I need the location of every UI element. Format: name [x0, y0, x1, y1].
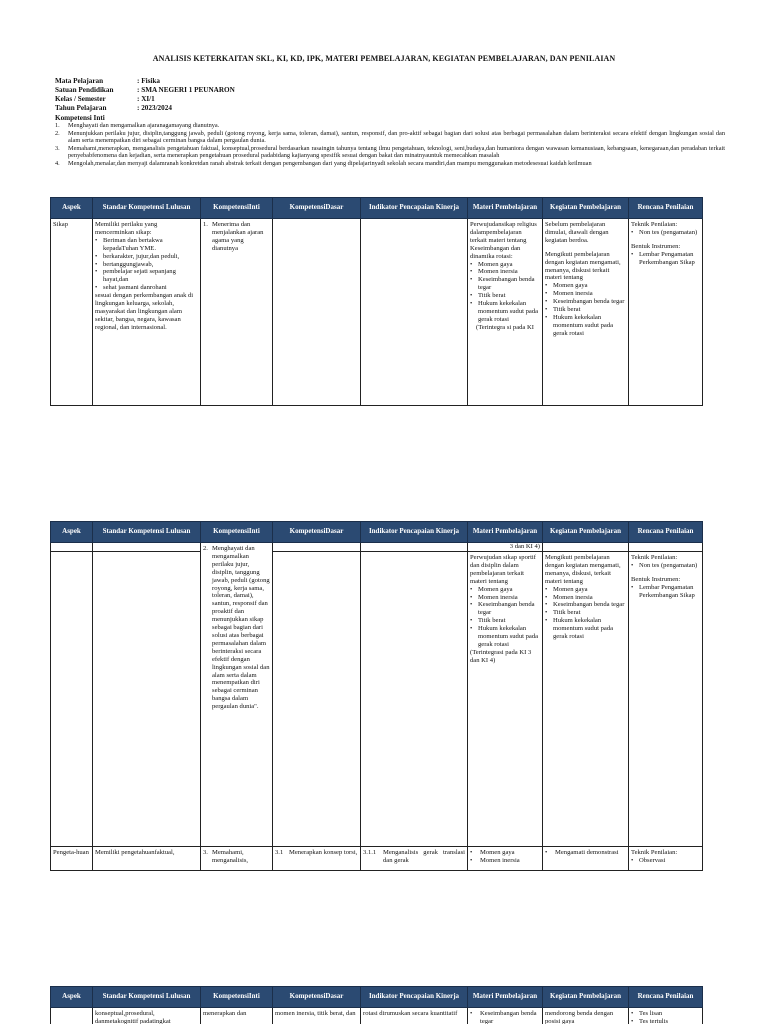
- header-kd: KompetensiDasar: [273, 987, 361, 1008]
- list-item: • Momen inersia: [470, 594, 540, 602]
- list-item: • Momen inersia: [470, 857, 540, 865]
- cell-aspek: Pengeta-huan: [51, 847, 93, 871]
- list-item: • Titik berat: [470, 292, 540, 300]
- bentuk-label: Bentuk Instrumen:: [631, 575, 681, 583]
- identity-value: : Fisika: [137, 77, 160, 85]
- cell-penilaian: [629, 1008, 703, 1024]
- materi-list: [470, 1010, 540, 1024]
- identity-label: Tahun Pelajaran: [55, 104, 107, 112]
- bentuk-list: [631, 584, 700, 600]
- list-item: • Titik berat: [545, 609, 626, 617]
- header-ipk: Indikator Pencapaian Kinerja: [361, 987, 468, 1008]
- ki-number: 3.: [55, 144, 60, 152]
- list-item: • Keseimbangan benda tegar: [470, 1010, 540, 1024]
- list-item: • sehat jasmani danrohani: [95, 284, 198, 292]
- kd-text: Menerapkan konsep torsi,: [289, 849, 358, 856]
- ki-item: [55, 130, 725, 145]
- ki-text: Memahami,menerapkan, menganalisis pengetahuan faktual, konseptual,prosedural berdasarkan rasaingin tahunya tentang ilmu pengetahuan, teknologi, seni,budaya,dan humaniora dengan wawasan kemanusiaan, kebangsaan, kenegaraan,dan peradaban terkait penyebabfenomena dan kejadian, serta menerapkan pengetahuan prosedural padabidang kajianyang spesifik sesuai dengan bakat dan minatnyauntuk memecahkan masalah: [68, 144, 725, 160]
- ki-text: Menunjukkan perilaku jujur, disiplin,tanggung jawab, peduli (gotong royong, kerja sama, toleran, damai), santun, responsif, dan pro-aktif sebagai bagian dari solusi atas berbagai permasalahan dalam berinteraksi secara efektif dengan lingkungan sosial dan alam serta menempatkan diri sebagai cerminan bangsa dalam pergaulan dunia.: [68, 129, 725, 145]
- list-item: • Momen inersia: [470, 268, 540, 276]
- header-kd: KompetensiDasar: [273, 198, 361, 219]
- cell-penilaian: [629, 219, 703, 406]
- identity-value: : XI/1: [137, 95, 155, 103]
- cell-skl: Memiliki pengetahuanfaktual,: [93, 847, 201, 871]
- teknik-label: Teknik Penilaian:: [631, 849, 678, 856]
- ki-item: [55, 145, 725, 160]
- list-item: • Momen gaya: [470, 261, 540, 269]
- cell-ipk: [361, 552, 468, 847]
- list-item: • Titik berat: [545, 306, 626, 314]
- list-item: • Non tes (pengamatan): [631, 562, 700, 570]
- table-header-row: [51, 198, 703, 219]
- cell-aspek: [51, 1008, 93, 1024]
- list-item: • Observasi: [631, 857, 700, 865]
- teknik-list: [631, 857, 700, 865]
- header-materi: Materi Pembelajaran: [468, 522, 543, 543]
- list-item: • Momen gaya: [470, 586, 540, 594]
- header-skl: Standar Kompetensi Lulusan: [93, 987, 201, 1008]
- table-row: [51, 552, 703, 847]
- list-item: • Keseimbangan benda tegar: [470, 276, 540, 292]
- header-aspek: Aspek: [51, 198, 93, 219]
- cell-ki: menerapkan dan: [201, 1008, 273, 1024]
- ki-text: Menerima dan menjalankan ajaran agama yang dianutnya: [212, 221, 264, 252]
- header-aspek: Aspek: [51, 522, 93, 543]
- teknik-label: Teknik Penilaian:: [631, 554, 678, 561]
- ki-text: Mengolah,menalar,dan menyaji dalamranah konkretdan ranah abstrak terkait dengan pengembangan dari yang dipelajarinyadi sekolah secara mandiri,dan mampu menggunakan metodesesuai kaidah keilmuan: [68, 159, 592, 167]
- kegiatan-list: [545, 586, 626, 641]
- list-item: • Hukum kekekalan momentum sudut pada gerak rotasi: [470, 625, 540, 649]
- header-kd: KompetensiDasar: [273, 522, 361, 543]
- cell-ki: [201, 543, 273, 847]
- cell-materi: [468, 219, 543, 406]
- identity-label: Satuan Pendidikan: [55, 86, 114, 94]
- ki-list: [55, 122, 725, 167]
- header-kegiatan: Kegiatan Pembelajaran: [543, 522, 629, 543]
- materi-intro: Perwujudansikap religius dalampembelajaran terkait materi tentang Keseimbangan dan dinamika rotasi:: [470, 221, 537, 260]
- materi-list: [470, 261, 540, 324]
- header-ipk: Indikator Pencapaian Kinerja: [361, 522, 468, 543]
- analysis-table-1: [50, 197, 703, 406]
- cell-aspek: [51, 552, 93, 847]
- header-kegiatan: Kegiatan Pembelajaran: [543, 987, 629, 1008]
- cell-materi: [468, 552, 543, 847]
- header-ipk: Indikator Pencapaian Kinerja: [361, 198, 468, 219]
- cell-kegiatan: [543, 543, 629, 552]
- header-ki: KompetensiInti: [201, 522, 273, 543]
- materi-list: [470, 586, 540, 649]
- cell-kegiatan: mendorong benda dengan posisi gaya: [543, 1008, 629, 1024]
- list-item: • Mengamati demonstrasi: [545, 849, 626, 857]
- materi-intro: Perwujudan sikap sportif dan disiplin dalam pembelajaran terkait materi tentang: [470, 554, 536, 585]
- list-item: • berkarakter, jujur,dan peduli,: [95, 253, 198, 261]
- list-item: • Titik berat: [470, 617, 540, 625]
- list-item: • Tes tertulis: [631, 1018, 700, 1024]
- cell-ipk: rotasi dirumuskan secara kuantitatif: [361, 1008, 468, 1024]
- cell-kegiatan: [543, 847, 629, 871]
- list-item: • Momen gaya: [470, 849, 540, 857]
- list-item: • Hukum kekekalan momentum sudut pada gerak rotasi: [545, 617, 626, 641]
- kd-number: 3.1: [275, 849, 284, 856]
- table-row: [51, 543, 703, 552]
- list-item: • pembelajar sejati sepanjang hayat,dan: [95, 268, 198, 284]
- kegiatan-intro: Sebelum pembelajaran dimulai, diawali dengan kegiatan berdoa.: [545, 221, 609, 244]
- list-item: • Momen gaya: [545, 282, 626, 290]
- cell-kd: momen inersia, titik berat, dan: [273, 1008, 361, 1024]
- list-item: • Beriman dan bertakwa kepadaTuhan YME.: [95, 237, 198, 253]
- cell-ipk: [361, 219, 468, 406]
- cell-ki: [201, 219, 273, 406]
- document-title: ANALISIS KETERKAITAN SKL, KI, KD, IPK, MATERI PEMBELAJARAN, KEGIATAN PEMBELAJARAN, DAN PENILAIAN: [152, 54, 616, 63]
- table-row: [51, 219, 703, 406]
- cell-skl: [93, 552, 201, 847]
- header-materi: Materi Pembelajaran: [468, 198, 543, 219]
- cell-aspek: [51, 543, 93, 552]
- header-skl: Standar Kompetensi Lulusan: [93, 522, 201, 543]
- list-item: • Lembar Pengamatan Perkembangan Sikap: [631, 251, 700, 267]
- ki-text: Memahami, menganalisis,: [212, 849, 249, 864]
- ki-item: [55, 160, 725, 167]
- list-item: • Tes lisan: [631, 1010, 700, 1018]
- bentuk-list: [631, 251, 700, 267]
- cell-ki: [201, 847, 273, 871]
- identity-row: [55, 77, 725, 86]
- cell-kegiatan: [543, 552, 629, 847]
- header-ki: KompetensiInti: [201, 198, 273, 219]
- list-item: • Lembar Pengamatan Perkembangan Sikap: [631, 584, 700, 600]
- cell-kegiatan: [543, 219, 629, 406]
- teknik-list: [631, 229, 700, 237]
- cell-penilaian: [629, 552, 703, 847]
- cell-skl: [93, 219, 201, 406]
- identity-value: : SMA NEGERI 1 PEUNARON: [137, 86, 235, 94]
- ki-number: 2.: [55, 129, 60, 137]
- analysis-table-2: [50, 521, 703, 871]
- materi-tail: (Terintegrasi pada KI 3 dan KI 4): [470, 648, 532, 664]
- header-skl: Standar Kompetensi Lulusan: [93, 198, 201, 219]
- table-header-row: [51, 522, 703, 543]
- header-aspek: Aspek: [51, 987, 93, 1008]
- cell-kd: [273, 847, 361, 871]
- ipk-text: Menganalisis gerak translasi dan gerak: [383, 849, 465, 864]
- list-item: • Hukum kekekalan momentum sudut pada gerak rotasi: [545, 314, 626, 338]
- ki-text: Menghayati dan mengamalkan ajaranagamayang dianutnya.: [68, 122, 220, 130]
- table-row: [51, 1008, 703, 1024]
- header-kegiatan: Kegiatan Pembelajaran: [543, 198, 629, 219]
- header-penilaian: Rencana Penilaian: [629, 522, 703, 543]
- kegiatan-intro-2: Mengikuti pembelajaran dengan kegiatan mengamati, menanya, diskusi terkait materi tentang: [545, 250, 621, 282]
- kegiatan-intro: Mengikuti pembelajaran dengan kegiatan mengamati, menanya, diskusi, terkait materi tentang: [545, 554, 621, 585]
- identity-label: Mata Pelajaran: [55, 77, 104, 85]
- list-item: • Momen inersia: [545, 290, 626, 298]
- skl-list: [95, 237, 198, 292]
- table-row: [51, 847, 703, 871]
- ki-item: [55, 122, 725, 129]
- list-item: • Keseimbangan benda tegar: [545, 298, 626, 306]
- analysis-table-3: [50, 986, 703, 1024]
- identity-block: [55, 77, 725, 167]
- ki-number: 3.: [203, 849, 208, 856]
- identity-value: : 2023/2024: [137, 104, 172, 112]
- ki-number: 2.: [203, 545, 208, 552]
- cell-ipk: [361, 543, 468, 552]
- ki-number: 4.: [55, 159, 60, 167]
- cell-penilaian: [629, 543, 703, 552]
- penilaian-list: [631, 1010, 700, 1024]
- materi-carry: 3 dan KI 4): [468, 543, 543, 552]
- list-item: • Momen gaya: [545, 586, 626, 594]
- cell-skl: konseptual,prosedural, danmetakognitif padatingkat: [93, 1008, 201, 1024]
- identity-row: [55, 86, 725, 95]
- ki-text: Menghayati dan mengamalkan perilaku jujur, disiplin, tanggung jawab, peduli (gotong royong, kerja sama, toleran, damai), santun, responsif dan proaktif dan menunjukkan sikap sebagai bagian dari solusi atas berbagai permasalahan dalam berinteraksi secara efektif dengan lingkungan sosial dan alam serta dalam menempatkan diri sebagai cerminan bangsa dalam pergaulan dunia".: [212, 545, 270, 711]
- list-item: • Momen inersia: [545, 594, 626, 602]
- header-ki: KompetensiInti: [201, 987, 273, 1008]
- cell-ipk: [361, 847, 468, 871]
- list-item: • Non tes (pengamatan): [631, 229, 700, 237]
- ki-number: 1.: [55, 122, 60, 130]
- bentuk-label: Bentuk Instrumen:: [631, 242, 681, 250]
- list-item: • Keseimbangan benda tegar: [470, 601, 540, 617]
- list-item: • Keseimbangan benda tegar: [545, 601, 626, 609]
- ki-heading: Kompetensi Inti: [55, 114, 105, 122]
- header-materi: Materi Pembelajaran: [468, 987, 543, 1008]
- materi-tail: (Terintegra si pada KI: [476, 323, 534, 331]
- table-header-row: [51, 987, 703, 1008]
- identity-label: Kelas / Semester: [55, 95, 106, 103]
- teknik-label: Teknik Penilaian:: [631, 221, 678, 228]
- ki-number: 1.: [203, 221, 208, 228]
- skl-intro: Memiliki perilaku yang mencerminkan sikap:: [95, 221, 158, 236]
- cell-materi: [468, 847, 543, 871]
- list-item: • Hukum kekekalan momentum sudut pada gerak rotasi: [470, 300, 540, 324]
- identity-row: [55, 104, 725, 113]
- materi-list: [470, 849, 540, 865]
- kegiatan-list: [545, 849, 626, 857]
- ipk-number: 3.1.1: [363, 849, 377, 856]
- cell-skl: [93, 543, 201, 552]
- skl-tail: sesuai dengan perkembangan anak di lingkungan keluarga, sekolah, masyarakat dan lingkungan alam sekitar, bangsa, negara, kawasan regional, dan internasional.: [95, 292, 194, 331]
- teknik-list: [631, 562, 700, 570]
- cell-penilaian: [629, 847, 703, 871]
- cell-kd: [273, 219, 361, 406]
- header-penilaian: Rencana Penilaian: [629, 987, 703, 1008]
- cell-aspek: Sikap: [51, 219, 93, 406]
- header-penilaian: Rencana Penilaian: [629, 198, 703, 219]
- cell-kd: [273, 552, 361, 847]
- kegiatan-list: [545, 282, 626, 337]
- identity-row: [55, 95, 725, 104]
- cell-materi: [468, 1008, 543, 1024]
- cell-kd: [273, 543, 361, 552]
- list-item: • bertanggungjawab,: [95, 261, 198, 269]
